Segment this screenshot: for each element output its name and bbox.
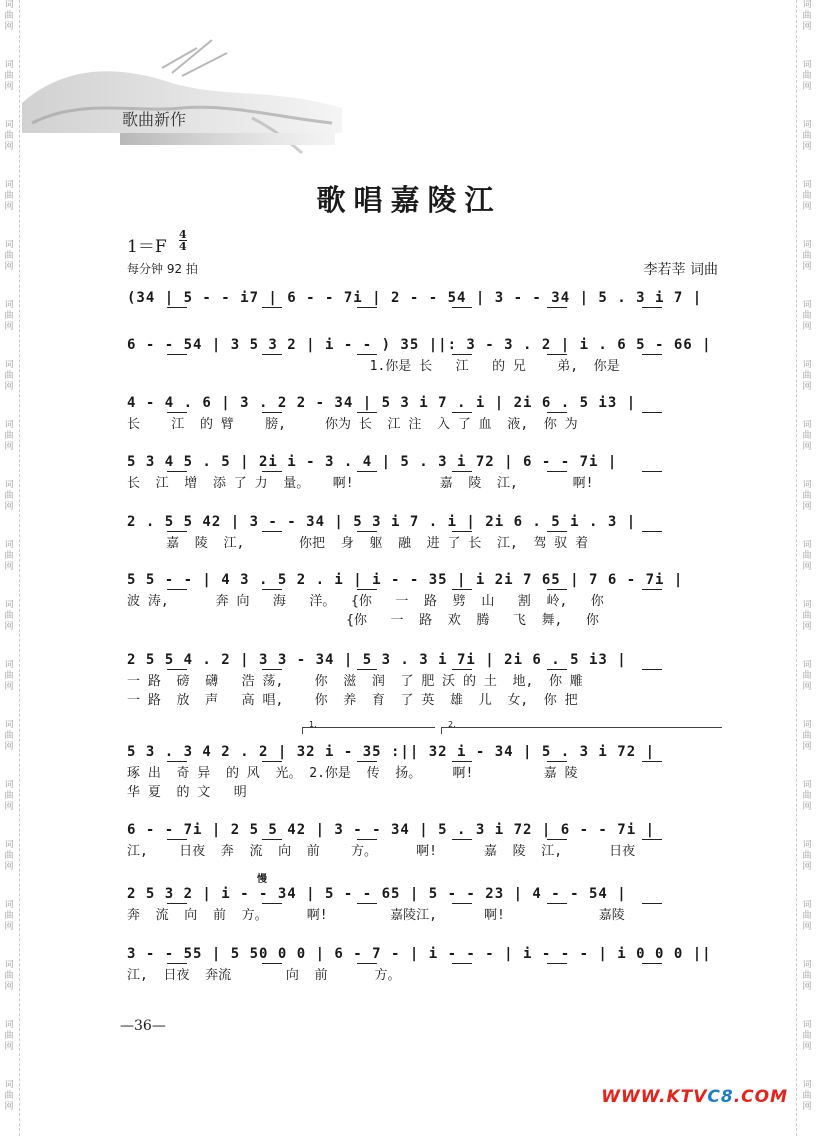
watermark-group: [2, 420, 16, 480]
beam-line: [547, 354, 567, 355]
beam-line: [262, 669, 282, 670]
watermark-group: [2, 900, 16, 960]
watermark-group: [2, 120, 16, 180]
notation-text: 2 5 3 2 | i - - 34 | 5 - - 65 | 5 - - 23 | 4 - - 54 |: [127, 886, 627, 902]
lyric-line: 江, 日夜 奔流 向 前 方。: [127, 968, 401, 983]
watermark-char: 网: [802, 202, 812, 212]
watermark-char: 词: [802, 960, 812, 970]
beam-line: [262, 307, 282, 308]
notation-line: [127, 820, 721, 842]
beam-line: [357, 471, 377, 472]
watermark-char: 词: [802, 360, 812, 370]
watermark-char: 曲: [4, 131, 14, 141]
watermark-char: 词: [4, 1020, 14, 1030]
notation-text: 5 5 - - | 4 3 . 5 2 . i | i - - 35 | i 2i 7 65 | 7 6 - 7i |: [127, 572, 684, 588]
watermark-group: [800, 0, 814, 60]
beam-line: [357, 307, 377, 308]
watermark-group: [2, 1020, 16, 1080]
beam-line: [452, 531, 472, 532]
beam-line: [452, 354, 472, 355]
credit-line: 李若莘 词曲: [643, 262, 718, 278]
watermark-char: 曲: [802, 371, 812, 381]
notation-line: [127, 650, 721, 672]
beam-line: [357, 963, 377, 964]
lyric-line: {你 一 路 欢 腾 飞 舞, 你: [127, 613, 599, 628]
beam-line: [452, 669, 472, 670]
song-title: 歌唱嘉陵江: [316, 183, 502, 217]
watermark-char: 网: [802, 1102, 812, 1112]
notation-line: [127, 512, 721, 534]
watermark-char: 词: [802, 780, 812, 790]
watermark-group: [2, 720, 16, 780]
watermark-char: 网: [802, 82, 812, 92]
watermark-char: 网: [4, 862, 14, 872]
watermark-char: 网: [802, 1042, 812, 1052]
watermark-group: [800, 1080, 814, 1140]
watermark-group: [2, 60, 16, 120]
beam-line: [547, 903, 567, 904]
notation-line: [127, 288, 721, 310]
beam-line: [452, 761, 472, 762]
beam-line: [167, 963, 187, 964]
site-logo-part3: .COM: [733, 1087, 788, 1107]
score-row: [127, 944, 721, 985]
watermark-char: 曲: [4, 791, 14, 801]
score-row: [127, 820, 721, 861]
watermark-char: 网: [4, 982, 14, 992]
watermark-char: 曲: [802, 71, 812, 81]
watermark-char: 曲: [802, 791, 812, 801]
watermark-char: 网: [802, 982, 812, 992]
watermark-group: [800, 120, 814, 180]
beam-line: [167, 531, 187, 532]
watermark-char: 词: [4, 180, 14, 190]
score-row: [127, 884, 721, 925]
lyric-line: 奔 流 向 前 方。 啊! 嘉陵江, 啊! 嘉陵: [127, 908, 625, 923]
lyric-line: 江, 日夜 奔 流 向 前 方。 啊! 嘉 陵 江, 日夜: [127, 844, 636, 859]
watermark-char: 曲: [4, 851, 14, 861]
watermark-char: 网: [4, 262, 14, 272]
notation-line: [127, 452, 721, 474]
watermark-char: 词: [4, 300, 14, 310]
beam-line: [167, 589, 187, 590]
lyric-line: 华 夏 的 文 明: [127, 785, 247, 800]
beam-line: [547, 471, 567, 472]
watermark-column-left: [2, 0, 16, 1136]
watermark-char: 曲: [802, 431, 812, 441]
watermark-char: 曲: [802, 731, 812, 741]
beam-line: [642, 531, 662, 532]
score-row: [127, 512, 721, 553]
beam-line: [547, 412, 567, 413]
notation-text: 5 3 4 5 . 5 | 2i i - 3 . 4 | 5 . 3 i 72 | 6 - - 7i |: [127, 454, 618, 470]
watermark-char: 词: [802, 420, 812, 430]
watermark-char: 词: [4, 120, 14, 130]
beam-line: [547, 669, 567, 670]
beam-line: [167, 412, 187, 413]
beam-line: [642, 761, 662, 762]
beam-line: [262, 963, 282, 964]
score-row: [127, 335, 721, 376]
beam-line: [262, 839, 282, 840]
watermark-group: [800, 300, 814, 360]
watermark-char: 词: [802, 1020, 812, 1030]
notation-text: 5 3 . 3 4 2 . 2 | 32 i - 35 :|| 32 i - 34 | 5 . 3 i 72 |: [127, 744, 656, 760]
watermark-char: 网: [4, 562, 14, 572]
lyric-line: 波 涛, 奔 向 海 洋。 {你 一 路 劈 山 割 岭, 你: [127, 594, 604, 609]
watermark-char: 曲: [4, 671, 14, 681]
watermark-char: 曲: [802, 191, 812, 201]
watermark-group: [800, 600, 814, 660]
watermark-char: 网: [4, 622, 14, 632]
watermark-group: [2, 780, 16, 840]
score-row: [127, 288, 721, 310]
watermark-char: 词: [802, 1080, 812, 1090]
watermark-group: [800, 1020, 814, 1080]
beam-line: [547, 531, 567, 532]
watermark-char: 曲: [802, 971, 812, 981]
watermark-char: 网: [802, 322, 812, 332]
beam-line: [547, 963, 567, 964]
watermark-group: [800, 60, 814, 120]
watermark-char: 词: [802, 300, 812, 310]
watermark-char: 网: [4, 22, 14, 32]
score-row: [127, 393, 721, 434]
beam-line: [642, 471, 662, 472]
beam-line: [262, 589, 282, 590]
section-label: 歌曲新作: [122, 110, 187, 129]
watermark-char: 曲: [4, 11, 14, 21]
watermark-char: 网: [4, 682, 14, 692]
watermark-char: 网: [4, 502, 14, 512]
notation-text: 2 5 5 4 . 2 | 3 3 - 34 | 5 3 . 3 i 7i | 2i 6 . 5 i3 |: [127, 652, 627, 668]
watermark-group: [800, 900, 814, 960]
watermark-char: 词: [802, 900, 812, 910]
watermark-group: [2, 660, 16, 720]
watermark-char: 网: [4, 322, 14, 332]
key-signature: 1＝F: [127, 237, 167, 257]
watermark-group: [2, 240, 16, 300]
watermark-char: 网: [4, 142, 14, 152]
watermark-char: 曲: [4, 491, 14, 501]
beam-line: [642, 839, 662, 840]
score-row: [127, 452, 721, 493]
watermark-group: [2, 360, 16, 420]
watermark-char: 曲: [802, 851, 812, 861]
watermark-char: 曲: [802, 551, 812, 561]
beam-line: [167, 669, 187, 670]
watermark-char: 曲: [4, 371, 14, 381]
watermark-group: [800, 960, 814, 1020]
beam-line: [357, 354, 377, 355]
beam-line: [167, 761, 187, 762]
watermark-char: 网: [4, 922, 14, 932]
notation-line: [127, 944, 721, 966]
notation-line: [127, 884, 721, 906]
beam-line: [262, 531, 282, 532]
beam-line: [357, 761, 377, 762]
lyric-line: 琢 出 奇 异 的 风 光。 2.你是 传 扬。 啊! 嘉 陵: [127, 766, 578, 781]
beam-line: [357, 903, 377, 904]
watermark-char: 网: [4, 1102, 14, 1112]
tempo-marking: 每分钟 92 拍: [127, 262, 198, 276]
beam-line: [452, 412, 472, 413]
site-logo-part1: WWW.KTV: [601, 1087, 708, 1107]
beam-line: [452, 471, 472, 472]
watermark-group: [800, 240, 814, 300]
watermark-char: 词: [802, 540, 812, 550]
time-signature-bottom: 4: [179, 240, 187, 253]
beam-line: [167, 307, 187, 308]
site-logo-part2: C8: [707, 1087, 734, 1107]
watermark-group: [2, 540, 16, 600]
slow-marking: 慢: [257, 874, 267, 885]
beam-line: [642, 589, 662, 590]
watermark-char: 网: [4, 82, 14, 92]
watermark-group: [800, 720, 814, 780]
watermark-char: 词: [4, 840, 14, 850]
watermark-char: 词: [4, 240, 14, 250]
watermark-char: 曲: [4, 911, 14, 921]
margin-divider-left: [19, 0, 20, 1136]
watermark-char: 网: [4, 202, 14, 212]
watermark-char: 曲: [4, 611, 14, 621]
beam-line: [642, 903, 662, 904]
watermark-group: [2, 840, 16, 900]
lyric-line: 长 江 的 臂 膀, 你为 长 江 注 入 了 血 液, 你 为: [127, 417, 578, 432]
lyric-line: 一 路 放 声 高 唱, 你 养 育 了 英 雄 儿 女, 你 把: [127, 693, 578, 708]
beam-line: [262, 412, 282, 413]
beam-line: [642, 669, 662, 670]
beam-line: [547, 307, 567, 308]
beam-line: [167, 471, 187, 472]
site-logo: [601, 1087, 788, 1107]
watermark-group: [2, 300, 16, 360]
watermark-char: 网: [802, 502, 812, 512]
watermark-char: 曲: [4, 311, 14, 321]
score-row: [127, 570, 721, 630]
watermark-char: 网: [802, 802, 812, 812]
notation-text: 3 - - 55 | 5 50 0 0 | 6 - 7 - | i - - - | i - - - | i 0 0 0 ||: [127, 946, 712, 962]
watermark-char: 曲: [4, 431, 14, 441]
notation-text: (34 | 5 - - i7 | 6 - - 7i | 2 - - 54 | 3 - - 34 | 5 . 3 i 7 |: [127, 290, 703, 306]
beam-line: [452, 963, 472, 964]
watermark-char: 网: [802, 22, 812, 32]
watermark-char: 词: [802, 600, 812, 610]
watermark-char: 网: [4, 382, 14, 392]
watermark-char: 网: [802, 442, 812, 452]
watermark-char: 网: [802, 922, 812, 932]
watermark-char: 曲: [4, 1091, 14, 1101]
watermark-char: 词: [802, 0, 812, 10]
watermark-char: 曲: [802, 491, 812, 501]
beam-line: [547, 839, 567, 840]
watermark-column-right: [800, 0, 814, 1136]
beam-line: [262, 761, 282, 762]
watermark-char: 词: [4, 420, 14, 430]
watermark-group: [800, 660, 814, 720]
watermark-char: 曲: [802, 1031, 812, 1041]
watermark-char: 网: [4, 442, 14, 452]
watermark-char: 曲: [4, 731, 14, 741]
beam-line: [642, 963, 662, 964]
watermark-group: [800, 420, 814, 480]
beam-line: [357, 669, 377, 670]
watermark-char: 网: [4, 802, 14, 812]
watermark-char: 词: [4, 480, 14, 490]
watermark-char: 词: [802, 240, 812, 250]
notation-text: 2 . 5 5 42 | 3 - - 34 | 5 3 i 7 . i | 2i 6 . 5 i . 3 |: [127, 514, 637, 530]
notation-line: [127, 742, 721, 764]
lyric-line: 1.你是 长 江 的 兄 弟, 你是: [127, 359, 620, 374]
watermark-char: 词: [802, 120, 812, 130]
beam-line: [452, 839, 472, 840]
watermark-char: 词: [4, 960, 14, 970]
watermark-char: 词: [4, 360, 14, 370]
time-signature: [179, 229, 187, 252]
watermark-char: 曲: [802, 671, 812, 681]
notation-text: 6 - - 7i | 2 5 5 42 | 3 - - 34 | 5 . 3 i 72 | 6 - - 7i |: [127, 822, 656, 838]
beam-line: [262, 354, 282, 355]
watermark-group: [2, 480, 16, 540]
watermark-group: [800, 840, 814, 900]
beam-line: [642, 354, 662, 355]
beam-line: [452, 903, 472, 904]
watermark-char: 曲: [802, 611, 812, 621]
watermark-char: 词: [802, 60, 812, 70]
watermark-char: 曲: [802, 131, 812, 141]
beam-line: [357, 412, 377, 413]
watermark-char: 网: [802, 682, 812, 692]
watermark-char: 曲: [4, 551, 14, 561]
watermark-group: [2, 0, 16, 60]
watermark-char: 词: [4, 660, 14, 670]
watermark-group: [800, 540, 814, 600]
page-number: —36—: [120, 1018, 166, 1034]
section-label-bar: [120, 133, 335, 145]
watermark-char: 词: [802, 480, 812, 490]
watermark-char: 词: [802, 180, 812, 190]
beam-line: [167, 354, 187, 355]
watermark-char: 网: [802, 142, 812, 152]
beam-line: [547, 761, 567, 762]
lyric-line: 嘉 陵 江, 你把 身 躯 融 进 了 长 江, 驾 驭 着: [127, 536, 589, 551]
watermark-char: 曲: [4, 251, 14, 261]
watermark-char: 曲: [802, 911, 812, 921]
watermark-char: 网: [802, 562, 812, 572]
watermark-group: [800, 480, 814, 540]
watermark-char: 词: [4, 540, 14, 550]
beam-line: [167, 839, 187, 840]
watermark-char: 曲: [4, 971, 14, 981]
notation-line: [127, 570, 721, 592]
watermark-char: 曲: [4, 1031, 14, 1041]
beam-line: [357, 531, 377, 532]
watermark-char: 曲: [4, 191, 14, 201]
notation-line: [127, 335, 721, 357]
score-row: [127, 742, 721, 802]
watermark-char: 曲: [802, 251, 812, 261]
watermark-char: 网: [802, 622, 812, 632]
watermark-char: 词: [4, 0, 14, 10]
watermark-char: 曲: [802, 311, 812, 321]
watermark-char: 词: [4, 60, 14, 70]
watermark-char: 网: [802, 862, 812, 872]
notation-line: [127, 393, 721, 415]
watermark-group: [2, 960, 16, 1020]
beam-line: [642, 307, 662, 308]
watermark-char: 词: [802, 840, 812, 850]
beam-line: [167, 903, 187, 904]
watermark-char: 网: [802, 742, 812, 752]
beam-line: [642, 412, 662, 413]
beam-line: [452, 589, 472, 590]
first-ending-bracket: [302, 720, 435, 734]
time-signature-top: 4: [179, 228, 187, 241]
watermark-char: 曲: [802, 1091, 812, 1101]
second-ending-bracket: [441, 720, 722, 734]
watermark-char: 词: [802, 660, 812, 670]
watermark-char: 网: [4, 1042, 14, 1052]
watermark-char: 词: [4, 780, 14, 790]
watermark-char: 曲: [802, 11, 812, 21]
beam-line: [262, 903, 282, 904]
watermark-char: 网: [802, 262, 812, 272]
watermark-char: 词: [4, 720, 14, 730]
beam-line: [547, 589, 567, 590]
watermark-char: 词: [802, 720, 812, 730]
margin-divider-right: [796, 0, 797, 1136]
watermark-group: [800, 360, 814, 420]
beam-line: [262, 471, 282, 472]
watermark-char: 网: [4, 742, 14, 752]
lyric-line: 一 路 磅 礴 浩 荡, 你 滋 润 了 肥 沃 的 土 地, 你 雕: [127, 674, 583, 689]
notation-text: 4 - 4 . 6 | 3 . 2 2 - 34 | 5 3 i 7 . i | 2i 6 . 5 i3 |: [127, 395, 637, 411]
watermark-char: 网: [802, 382, 812, 392]
notation-text: 6 - - 54 | 3 5 3 2 | i - - ) 35 ||: 3 - 3 . 2 | i . 6 5 - 66 |: [127, 337, 712, 353]
score-row: [127, 650, 721, 710]
beam-line: [357, 589, 377, 590]
watermark-char: 词: [4, 600, 14, 610]
watermark-group: [2, 600, 16, 660]
lyric-line: 长 江 增 添 了 力 量。 啊! 嘉 陵 江, 啊!: [127, 476, 594, 491]
watermark-char: 词: [4, 900, 14, 910]
first-ending-label: 1.: [309, 720, 317, 729]
watermark-char: 曲: [4, 71, 14, 81]
watermark-group: [800, 780, 814, 840]
watermark-char: 词: [4, 1080, 14, 1090]
second-ending-label: 2.: [448, 720, 456, 729]
beam-line: [357, 839, 377, 840]
watermark-group: [2, 1080, 16, 1140]
beam-line: [452, 307, 472, 308]
